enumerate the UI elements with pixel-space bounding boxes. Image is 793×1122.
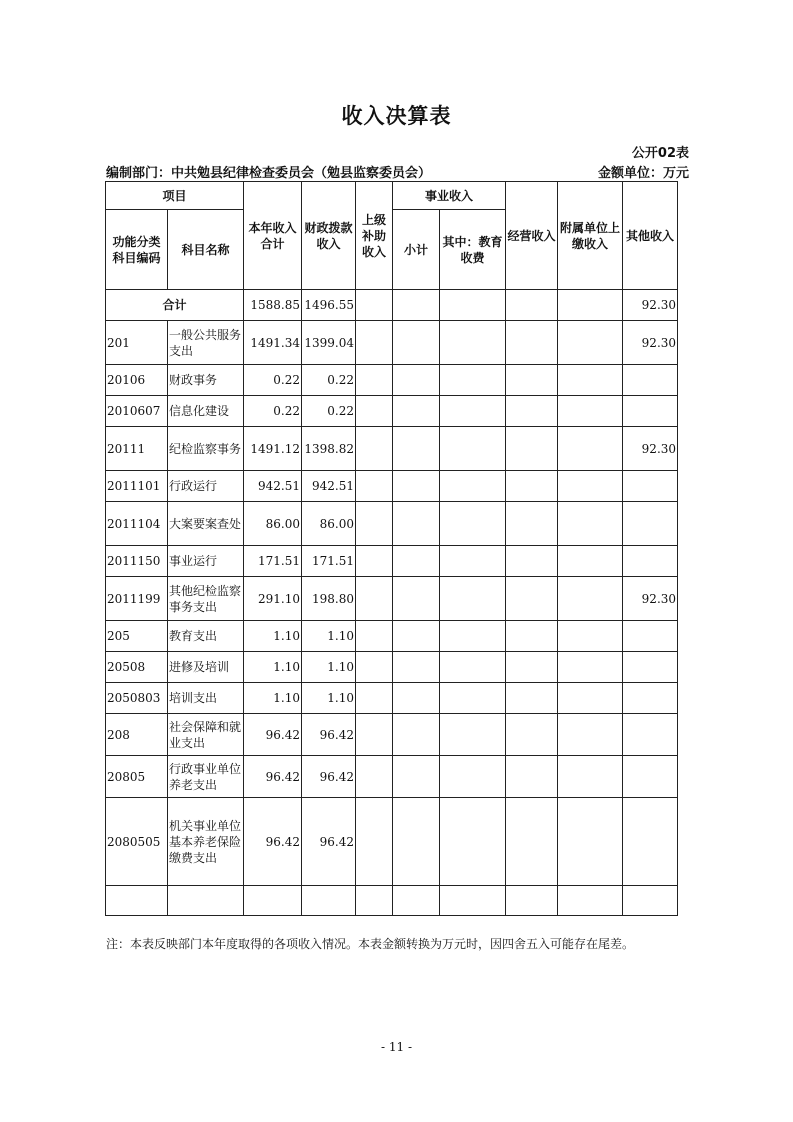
row-name: 事业运行 <box>168 546 244 577</box>
total-education-fee <box>440 290 506 321</box>
row-subtotal <box>393 798 440 886</box>
row-code: 201 <box>106 321 168 365</box>
total-row <box>106 290 678 321</box>
row-other: 92.30 <box>623 427 678 471</box>
row-other <box>623 714 678 756</box>
row-superior <box>356 621 393 652</box>
empty-cell <box>244 886 302 916</box>
row-total: 0.22 <box>244 396 302 427</box>
row-affiliate <box>558 471 623 502</box>
row-code: 2011101 <box>106 471 168 502</box>
row-education-fee <box>440 471 506 502</box>
header-education-fee: 其中：教育收费 <box>440 210 506 290</box>
header-business: 事业收入 <box>393 182 506 210</box>
table-row <box>106 427 678 471</box>
row-code: 2050803 <box>106 683 168 714</box>
header-other: 其他收入 <box>623 182 678 290</box>
row-code: 20508 <box>106 652 168 683</box>
row-superior <box>356 365 393 396</box>
row-name: 其他纪检监察事务支出 <box>168 577 244 621</box>
row-operating <box>506 714 558 756</box>
row-education-fee <box>440 546 506 577</box>
table-row <box>106 577 678 621</box>
header-func-code: 功能分类科目编码 <box>106 210 168 290</box>
row-operating <box>506 502 558 546</box>
row-other <box>623 683 678 714</box>
row-other <box>623 621 678 652</box>
row-operating <box>506 365 558 396</box>
row-total: 942.51 <box>244 471 302 502</box>
row-code: 20106 <box>106 365 168 396</box>
row-total: 96.42 <box>244 714 302 756</box>
row-subtotal <box>393 621 440 652</box>
row-total: 1.10 <box>244 652 302 683</box>
row-operating <box>506 621 558 652</box>
empty-cell <box>106 886 168 916</box>
total-superior <box>356 290 393 321</box>
table-row <box>106 471 678 502</box>
income-table <box>105 181 678 916</box>
row-subtotal <box>393 321 440 365</box>
row-total: 291.10 <box>244 577 302 621</box>
row-fiscal: 0.22 <box>302 396 356 427</box>
row-name: 纪检监察事务 <box>168 427 244 471</box>
header-row <box>106 182 678 210</box>
row-affiliate <box>558 756 623 798</box>
empty-row <box>106 886 678 916</box>
total-total: 1588.85 <box>244 290 302 321</box>
total-fiscal: 1496.55 <box>302 290 356 321</box>
row-total: 96.42 <box>244 798 302 886</box>
row-subtotal <box>393 577 440 621</box>
empty-cell <box>558 886 623 916</box>
row-superior <box>356 683 393 714</box>
row-education-fee <box>440 321 506 365</box>
row-subtotal <box>393 714 440 756</box>
header-superior: 上级补助收入 <box>356 182 393 290</box>
row-name: 教育支出 <box>168 621 244 652</box>
row-affiliate <box>558 321 623 365</box>
row-education-fee <box>440 683 506 714</box>
row-operating <box>506 396 558 427</box>
row-fiscal: 1399.04 <box>302 321 356 365</box>
row-other <box>623 798 678 886</box>
row-education-fee <box>440 652 506 683</box>
table-row <box>106 502 678 546</box>
table-row <box>106 546 678 577</box>
table-row <box>106 652 678 683</box>
row-superior <box>356 396 393 427</box>
row-name: 社会保障和就业支出 <box>168 714 244 756</box>
row-superior <box>356 577 393 621</box>
row-affiliate <box>558 365 623 396</box>
row-total: 171.51 <box>244 546 302 577</box>
row-superior <box>356 652 393 683</box>
row-affiliate <box>558 683 623 714</box>
empty-cell <box>302 886 356 916</box>
empty-cell <box>440 886 506 916</box>
row-operating <box>506 546 558 577</box>
table-row <box>106 365 678 396</box>
row-code: 20111 <box>106 427 168 471</box>
row-total: 1.10 <box>244 683 302 714</box>
row-education-fee <box>440 365 506 396</box>
header-total: 本年收入合计 <box>244 182 302 290</box>
row-total: 1491.12 <box>244 427 302 471</box>
total-affiliate <box>558 290 623 321</box>
page-title: 收入决算表 <box>341 104 452 128</box>
row-affiliate <box>558 502 623 546</box>
table-row <box>106 714 678 756</box>
row-fiscal: 1.10 <box>302 683 356 714</box>
row-affiliate <box>558 652 623 683</box>
row-subtotal <box>393 683 440 714</box>
footnote: 注：本表反映部门本年度取得的各项收入情况。本表金额转换为万元时，因四舍五入可能存在尾差。 <box>106 937 635 951</box>
row-code: 20805 <box>106 756 168 798</box>
header-fiscal: 财政拨款收入 <box>302 182 356 290</box>
row-fiscal: 171.51 <box>302 546 356 577</box>
row-other: 92.30 <box>623 321 678 365</box>
row-affiliate <box>558 798 623 886</box>
table-row <box>106 621 678 652</box>
header-subject-name: 科目名称 <box>168 210 244 290</box>
row-education-fee <box>440 714 506 756</box>
empty-cell <box>623 886 678 916</box>
row-education-fee <box>440 756 506 798</box>
department-label: 编制部门：中共勉县纪律检查委员会（勉县监察委员会） <box>106 166 432 181</box>
row-code: 2010607 <box>106 396 168 427</box>
row-education-fee <box>440 502 506 546</box>
row-name: 行政事业单位养老支出 <box>168 756 244 798</box>
empty-cell <box>356 886 393 916</box>
page-number: - 11 - <box>380 1040 412 1054</box>
header-affiliate: 附属单位上缴收入 <box>558 182 623 290</box>
row-education-fee <box>440 621 506 652</box>
row-affiliate <box>558 427 623 471</box>
header-operating: 经营收入 <box>506 182 558 290</box>
table-code: 公开02表 <box>631 146 689 161</box>
total-label: 合计 <box>106 290 244 321</box>
row-subtotal <box>393 756 440 798</box>
row-superior <box>356 471 393 502</box>
row-affiliate <box>558 577 623 621</box>
total-operating <box>506 290 558 321</box>
total-other: 92.30 <box>623 290 678 321</box>
row-name: 机关事业单位基本养老保险缴费支出 <box>168 798 244 886</box>
row-total: 0.22 <box>244 365 302 396</box>
row-affiliate <box>558 396 623 427</box>
row-fiscal: 1398.82 <box>302 427 356 471</box>
row-subtotal <box>393 471 440 502</box>
row-operating <box>506 427 558 471</box>
row-name: 一般公共服务支出 <box>168 321 244 365</box>
row-fiscal: 1.10 <box>302 652 356 683</box>
row-superior <box>356 546 393 577</box>
row-fiscal: 1.10 <box>302 621 356 652</box>
row-subtotal <box>393 652 440 683</box>
row-superior <box>356 321 393 365</box>
row-fiscal: 96.42 <box>302 798 356 886</box>
row-subtotal <box>393 502 440 546</box>
row-total: 1.10 <box>244 621 302 652</box>
row-code: 205 <box>106 621 168 652</box>
empty-cell <box>506 886 558 916</box>
row-superior <box>356 798 393 886</box>
row-other <box>623 396 678 427</box>
row-other <box>623 546 678 577</box>
row-fiscal: 0.22 <box>302 365 356 396</box>
row-operating <box>506 683 558 714</box>
row-fiscal: 942.51 <box>302 471 356 502</box>
header-subtotal: 小计 <box>393 210 440 290</box>
table-row <box>106 321 678 365</box>
table-row <box>106 396 678 427</box>
row-other <box>623 652 678 683</box>
table-row <box>106 683 678 714</box>
row-operating <box>506 321 558 365</box>
row-subtotal <box>393 427 440 471</box>
row-code: 2011150 <box>106 546 168 577</box>
row-name: 信息化建设 <box>168 396 244 427</box>
row-code: 2011104 <box>106 502 168 546</box>
row-total: 86.00 <box>244 502 302 546</box>
row-code: 2080505 <box>106 798 168 886</box>
row-operating <box>506 652 558 683</box>
unit-label: 金额单位：万元 <box>597 166 689 181</box>
row-operating <box>506 577 558 621</box>
row-subtotal <box>393 365 440 396</box>
row-affiliate <box>558 621 623 652</box>
table-row <box>106 798 678 886</box>
row-name: 行政运行 <box>168 471 244 502</box>
row-fiscal: 198.80 <box>302 577 356 621</box>
row-education-fee <box>440 577 506 621</box>
row-operating <box>506 471 558 502</box>
table-row <box>106 756 678 798</box>
row-fiscal: 96.42 <box>302 714 356 756</box>
row-code: 2011199 <box>106 577 168 621</box>
row-superior <box>356 502 393 546</box>
row-other: 92.30 <box>623 577 678 621</box>
header-item: 项目 <box>106 182 244 210</box>
row-superior <box>356 714 393 756</box>
empty-cell <box>168 886 244 916</box>
row-subtotal <box>393 546 440 577</box>
row-other <box>623 756 678 798</box>
row-affiliate <box>558 714 623 756</box>
row-name: 培训支出 <box>168 683 244 714</box>
row-operating <box>506 798 558 886</box>
row-name: 财政事务 <box>168 365 244 396</box>
row-total: 96.42 <box>244 756 302 798</box>
row-affiliate <box>558 546 623 577</box>
row-subtotal <box>393 396 440 427</box>
row-education-fee <box>440 427 506 471</box>
empty-cell <box>393 886 440 916</box>
row-education-fee <box>440 396 506 427</box>
total-subtotal <box>393 290 440 321</box>
row-name: 进修及培训 <box>168 652 244 683</box>
row-code: 208 <box>106 714 168 756</box>
row-other <box>623 471 678 502</box>
row-operating <box>506 756 558 798</box>
row-fiscal: 96.42 <box>302 756 356 798</box>
row-education-fee <box>440 798 506 886</box>
row-other <box>623 365 678 396</box>
row-superior <box>356 427 393 471</box>
row-other <box>623 502 678 546</box>
row-name: 大案要案查处 <box>168 502 244 546</box>
row-fiscal: 86.00 <box>302 502 356 546</box>
row-total: 1491.34 <box>244 321 302 365</box>
row-superior <box>356 756 393 798</box>
